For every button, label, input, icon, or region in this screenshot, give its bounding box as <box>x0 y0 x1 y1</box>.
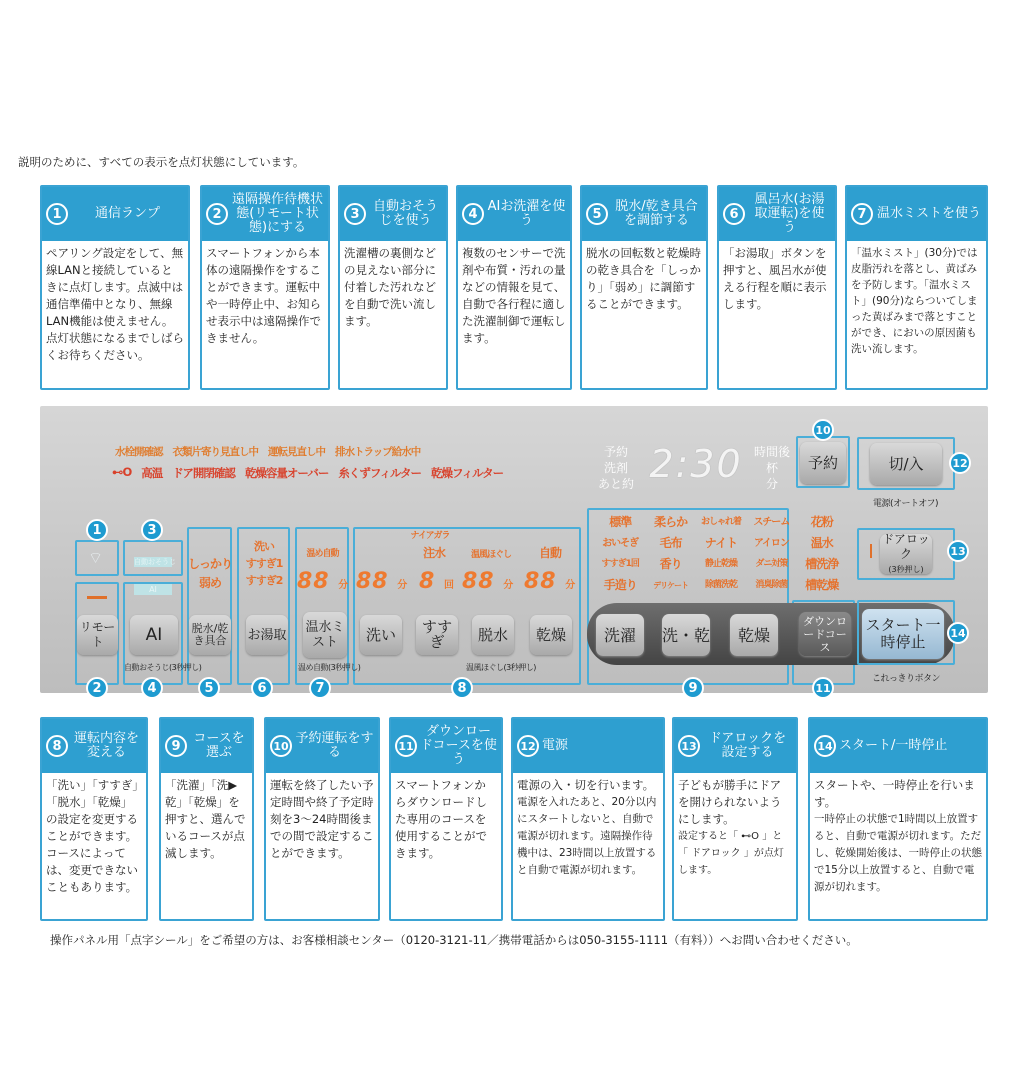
display-right-labels <box>754 444 790 492</box>
rinse-count-display <box>419 569 455 594</box>
info-card-12 <box>511 717 665 921</box>
seg-digits: 88 <box>462 569 495 594</box>
reserve-label: 予約 <box>604 445 629 459</box>
rinse-button[interactable]: すすぎ <box>416 615 458 655</box>
reserve-button[interactable]: 予約 <box>800 442 846 484</box>
spin-option-strong: しっかり <box>188 557 233 571</box>
bath-water-button[interactable]: お湯取 <box>246 615 288 655</box>
info-card-10 <box>264 717 380 921</box>
info-card-13 <box>672 717 798 921</box>
indicator-operation-review: 運転見直し中 <box>268 446 325 458</box>
course-steam: スチーム <box>753 517 790 528</box>
card-number: 10 <box>270 735 292 757</box>
card-number: 7 <box>851 203 873 225</box>
info-card-14 <box>808 717 988 921</box>
bath-option: すすぎ2 <box>245 574 283 587</box>
card-body: スマートフォンからダウンロードした専用のコースを使用することができます。 <box>395 778 487 860</box>
callout-badge-12: 12 <box>949 452 971 474</box>
auto-clean-hint: 自動おそうじ(3秒押し) <box>124 663 202 672</box>
time-display: 2:30 <box>649 442 743 486</box>
card-note: 一時停止の状態で1時間以上放置すると、自動で電源が切れます。ただし、乾燥開始後は、一時停止の状態で15分以上放置すると、自動で電源が切れます。 <box>814 813 982 893</box>
footer-note: 操作パネル用「点字シール」をご希望の方は、お客様相談センター（0120-3121-11／携帯電話からは050-3155-1111（有料））へお問い合わせください。 <box>50 933 858 947</box>
card-number: 12 <box>517 735 539 757</box>
indicator-door-check: ドア開閉確認 <box>172 466 235 480</box>
warm-air-label: 温風ほぐし <box>470 550 511 560</box>
ai-button[interactable]: AI <box>130 615 178 655</box>
unit-label: 分 <box>565 580 577 591</box>
card-title: 自動おそうじを使う <box>372 199 438 228</box>
card-body: 「洗い」「すすぎ」「脱水」「乾燥」の設定を変更することができます。コースによっては、変更できないこともあります。 <box>46 778 139 894</box>
card-body: 脱水の回転数と乾燥時の乾き具合を「しっかり」「弱め」に調節することができます。 <box>586 246 701 311</box>
doorlock-lamp <box>870 544 872 558</box>
course-deodorize: 消臭除菌 <box>755 580 788 590</box>
course-dry-button[interactable]: 乾燥 <box>730 614 778 656</box>
cups-label: 杯 <box>766 461 779 475</box>
callout-badge-9: 9 <box>682 677 704 699</box>
info-card-1 <box>40 185 190 390</box>
indicator-dry-overload: 乾燥容量オーバー <box>244 466 329 480</box>
power-button[interactable]: 切/入 <box>870 443 942 485</box>
mist-time-display <box>297 569 349 594</box>
warm-mist-button[interactable]: 温水ミスト <box>303 612 347 658</box>
info-card-8 <box>40 717 148 921</box>
card-number: 11 <box>395 735 417 757</box>
callout-badge-2: 2 <box>86 677 108 699</box>
card-title: AIお洗濯を使う <box>487 199 566 228</box>
card-body: スマートフォンから本体の遠隔操作をすることができます。運転中や一時停止中、お知らせ表示中は遠隔操作できません。 <box>206 246 321 345</box>
caption: 説明のために、すべての表示を点灯状態にしています。 <box>18 155 305 169</box>
callout-badge-4: 4 <box>141 677 163 699</box>
card-title: 風呂水(お湯取運転)を使う <box>754 192 825 235</box>
card-number: 14 <box>814 735 836 757</box>
indicator-water-tap: 水栓開確認 <box>115 446 163 458</box>
auto-label: 自動 <box>538 546 561 560</box>
spin-dry-level-button[interactable]: 脱水/乾き具合 <box>189 615 231 655</box>
info-card-3 <box>338 185 448 390</box>
card-number: 1 <box>46 203 68 225</box>
indicator-high-temp: 高温 <box>141 466 163 480</box>
info-card-4 <box>456 185 572 390</box>
key-lock-icon: ⊷O <box>112 465 132 479</box>
display-left-labels <box>598 444 634 492</box>
seg-digits: 88 <box>297 569 330 594</box>
ai-lamp: AI <box>134 584 172 595</box>
hours-later-label: 時間後 <box>754 445 791 459</box>
card-title: 予約運転をする <box>295 731 374 760</box>
card-note: 設定すると「 ⊷O 」と「 ドアロック 」が点灯します。 <box>678 831 784 876</box>
callout-badge-6: 6 <box>251 677 273 699</box>
auto-clean-lamp: 自動おそうじ <box>134 558 176 566</box>
bath-option: 洗い <box>254 540 274 553</box>
card-note: 電源を入れたあと、20分以内にスタートしないと、自動で電源が切れます。遠隔操作待機中は、23時間以上放置すると自動で電源が切れます。 <box>517 796 657 876</box>
minutes-label: 分 <box>766 477 779 491</box>
bath-option: すすぎ1 <box>245 557 283 570</box>
download-course-button[interactable]: ダウンロードコース <box>799 612 851 656</box>
mist-auto-label: 温め自動 <box>306 549 339 559</box>
doorlock-sublabel: (3秒押し) <box>888 564 924 574</box>
remote-lamp <box>87 596 107 599</box>
indicator-lint-filter: 糸くずフィルター <box>338 466 421 480</box>
card-title: ドアロックを設定する <box>708 731 787 760</box>
card-title: スタート/一時停止 <box>839 738 948 753</box>
card-number: 3 <box>344 203 366 225</box>
course-iron: アイロン <box>753 538 789 549</box>
callout-badge-14: 14 <box>947 622 969 644</box>
card-number: 2 <box>206 203 228 225</box>
card-title: ダウンロードコースを使う <box>420 724 497 767</box>
course-warm-water: 温水 <box>810 536 833 550</box>
callout-badge-5: 5 <box>198 677 220 699</box>
course-soft: 柔らか <box>654 515 688 529</box>
info-card-6 <box>717 185 837 390</box>
card-body: 洗濯槽の裏側などの見えない部分に付着した汚れなどを自動で洗い流します。 <box>344 246 436 328</box>
card-number: 13 <box>678 735 700 757</box>
course-handwash: 手造り <box>603 578 637 592</box>
seg-digits: 88 <box>524 569 557 594</box>
callout-badge-11: 11 <box>812 677 834 699</box>
indicator-row-1 <box>115 444 420 459</box>
card-title: 温水ミストを使う <box>876 206 981 221</box>
course-quick: おいそぎ <box>602 538 639 549</box>
dry-button[interactable]: 乾燥 <box>530 615 572 655</box>
info-card-9 <box>159 717 254 921</box>
card-title: 運転内容を変える <box>73 731 139 760</box>
info-card-7 <box>845 185 988 390</box>
card-body: 「お湯取」ボタンを押すと、風呂水が使える行程を順に表示します。 <box>723 246 827 311</box>
card-title: 通信ランプ <box>94 206 160 221</box>
info-card-11 <box>389 717 503 921</box>
callout-badge-8: 8 <box>451 677 473 699</box>
course-rinse-once: すすぎ1回 <box>601 559 639 569</box>
card-number: 8 <box>46 735 68 757</box>
card-body: 電源の入・切を行います。 <box>517 778 655 792</box>
indicator-drain-trap: 排水トラップ給水中 <box>335 446 421 458</box>
unit-label: 分 <box>397 580 409 591</box>
callout-badge-10: 10 <box>812 419 834 441</box>
card-body: 運転を終了したい予定時間や終了予定時刻を3～24時間後までの間で設定することができます。 <box>270 778 374 860</box>
niagara-label: ナイアガラ <box>410 531 450 541</box>
course-mite: ダニ対策 <box>755 559 788 569</box>
course-sterilize: 除菌洗乾 <box>704 580 737 590</box>
power-hint: 電源(オートオフ) <box>873 499 938 509</box>
card-body: スタートや、一時停止を行います。 <box>814 778 975 809</box>
callout-badge-3: 3 <box>141 519 163 541</box>
dry-time-display <box>524 569 576 594</box>
card-number: 6 <box>723 203 745 225</box>
spin-option-weak: 弱め <box>198 576 221 590</box>
indicator-dry-filter: 乾燥フィルター <box>431 466 504 480</box>
course-wash-button[interactable]: 洗濯 <box>596 614 644 656</box>
warm-air-hint: 温風ほぐし(3秒押し) <box>466 663 536 672</box>
unit-label: 分 <box>338 580 350 591</box>
remote-button[interactable]: リモート <box>77 615 118 655</box>
course-pollen: 花粉 <box>810 515 833 529</box>
remaining-label: あと約 <box>598 477 635 491</box>
course-blanket: 毛布 <box>659 536 682 550</box>
callout-badge-7: 7 <box>309 677 331 699</box>
indicator-row-2 <box>112 465 503 481</box>
mist-hint: 温め自動(3秒押し) <box>298 663 361 672</box>
start-hint: これっきりボタン <box>872 674 941 684</box>
course-night: ナイト <box>704 536 738 550</box>
card-number: 9 <box>165 735 187 757</box>
info-card-2 <box>200 185 330 390</box>
course-list <box>595 512 847 596</box>
card-body: 複数のセンサーで洗剤や布質・汚れの量などの情報を見て、自動で各行程に適した洗濯制御で運転します。 <box>462 246 566 345</box>
pour-water-label: 注水 <box>422 546 445 560</box>
course-tub-clean: 槽洗浄 <box>805 557 839 571</box>
course-fashion: おしゃれ着 <box>700 517 741 527</box>
card-title: 電源 <box>542 738 569 753</box>
wifi-icon: ⌔ <box>88 548 104 567</box>
unit-label: 回 <box>443 580 455 591</box>
callout-badge-1: 1 <box>86 519 108 541</box>
card-body: 「温水ミスト」(30分)では皮脂汚れを落とし、黄ばみを予防します。「温水ミスト」(90分)ならついてしまった黄ばみまで落とすことができ、においの原因菌も洗い流します。 <box>851 247 978 355</box>
card-title: コースを選ぶ <box>193 731 245 760</box>
seg-digits: 88 <box>356 569 389 594</box>
detergent-label: 洗剤 <box>604 461 629 475</box>
course-tub-dry: 槽乾燥 <box>805 578 839 592</box>
card-number: 4 <box>462 203 484 225</box>
seg-digits: 8 <box>419 569 436 594</box>
spin-time-display <box>462 569 514 594</box>
card-title: 遠隔操作待機状態(リモート状態)にする <box>231 192 323 235</box>
doorlock-button[interactable] <box>880 531 932 574</box>
spin-options <box>188 555 232 593</box>
wash-time-display <box>356 569 408 594</box>
bath-options <box>238 538 290 589</box>
card-body: 「洗濯」「洗▶乾」「乾燥」を押すと、選んでいるコースが点滅します。 <box>165 778 246 860</box>
card-number: 5 <box>586 203 608 225</box>
course-standard: 標準 <box>609 515 632 529</box>
course-delicate: デリケート <box>653 581 689 590</box>
card-body: ペアリング設定をして、無線LANと接続しているときに点灯します。点滅中は通信準備中となり、無線LAN機能は使えません。点灯状態になるまでしばらくお待ちください。 <box>46 246 184 362</box>
unit-label: 分 <box>503 580 515 591</box>
indicator-laundry-imbalance: 衣類片寄り見直し中 <box>172 446 258 458</box>
course-static-dry: 静止乾燥 <box>704 559 737 569</box>
course-fragrance: 香り <box>659 557 682 571</box>
spin-button[interactable]: 脱水 <box>472 615 514 655</box>
card-title: 脱水/乾き具合を調節する <box>615 199 698 228</box>
start-pause-button[interactable]: スタート一時停止 <box>862 609 944 659</box>
start-area <box>857 600 955 665</box>
wash-button[interactable]: 洗い <box>360 615 402 655</box>
course-wash-dry-button[interactable]: 洗・乾 <box>662 614 710 656</box>
doorlock-label: ドアロック <box>882 531 930 561</box>
callout-badge-13: 13 <box>947 540 969 562</box>
card-body: 子どもが勝手にドアを開けられないようにします。 <box>678 778 782 826</box>
info-card-5 <box>580 185 708 390</box>
